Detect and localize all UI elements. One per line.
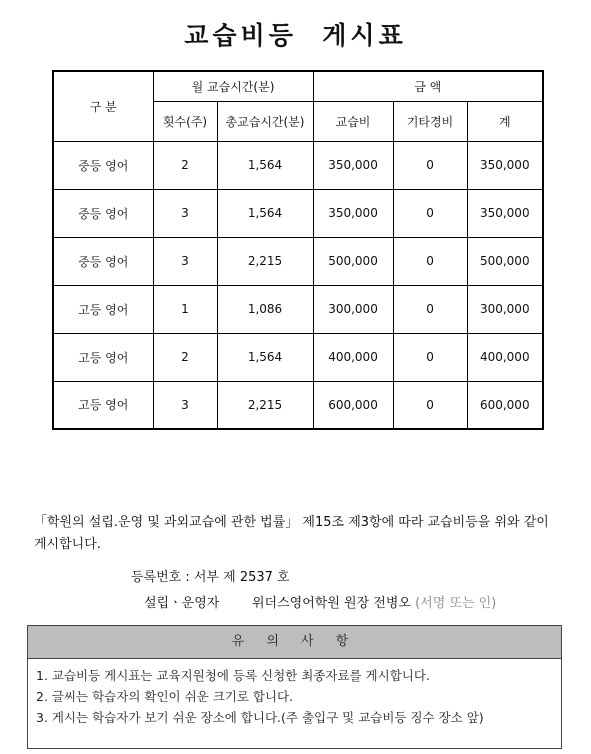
notice-heading: 유 의 사 항 [28, 626, 561, 659]
cell-sum: 350,000 [467, 189, 543, 237]
cell-total-time: 1,564 [217, 333, 313, 381]
table-row [53, 141, 543, 189]
cell-total-time: 1,564 [217, 189, 313, 237]
cell-sum: 600,000 [467, 381, 543, 429]
cell-category: 중등 영어 [53, 141, 153, 189]
cell-count: 3 [153, 189, 217, 237]
cell-tuition: 400,000 [313, 333, 393, 381]
header-amount: 금 액 [313, 71, 543, 101]
cell-total-time: 2,215 [217, 381, 313, 429]
cell-tuition: 350,000 [313, 189, 393, 237]
notice-item: 1. 교습비등 게시표는 교육지원청에 등록 신청한 최종자료를 게시합니다. [36, 668, 430, 683]
cell-sum: 400,000 [467, 333, 543, 381]
subheader-count: 횟수(주) [153, 101, 217, 141]
header-monthly-time: 월 교습시간(분) [153, 71, 313, 101]
table-row [53, 381, 543, 429]
cell-tuition: 350,000 [313, 141, 393, 189]
subheader-sum: 계 [467, 101, 543, 141]
page-title: 교습비등 게시표 [184, 21, 407, 50]
cell-count: 3 [153, 237, 217, 285]
cell-other: 0 [393, 141, 467, 189]
cell-count: 1 [153, 285, 217, 333]
cell-other: 0 [393, 237, 467, 285]
table-row [53, 189, 543, 237]
cell-category: 고등 영어 [53, 285, 153, 333]
cell-category: 중등 영어 [53, 189, 153, 237]
cell-tuition: 300,000 [313, 285, 393, 333]
table-row [53, 237, 543, 285]
cell-other: 0 [393, 285, 467, 333]
cell-other: 0 [393, 333, 467, 381]
founder-name: 위더스영어학원 원장 전병오 [252, 596, 411, 611]
founder-label: 설립ㆍ운영자 [144, 596, 220, 611]
cell-other: 0 [393, 381, 467, 429]
cell-other: 0 [393, 189, 467, 237]
table-row [53, 333, 543, 381]
cell-count: 2 [153, 333, 217, 381]
cell-total-time: 1,086 [217, 285, 313, 333]
subheader-tuition: 교습비 [313, 101, 393, 141]
cell-category: 고등 영어 [53, 381, 153, 429]
cell-count: 3 [153, 381, 217, 429]
notice-item: 2. 글씨는 학습자의 확인이 쉬운 크기로 합니다. [36, 689, 294, 704]
subheader-total-time: 총교습시간(분) [217, 101, 313, 141]
cell-sum: 500,000 [467, 237, 543, 285]
header-category: 구 분 [53, 71, 153, 141]
cell-sum: 300,000 [467, 285, 543, 333]
cell-total-time: 2,215 [217, 237, 313, 285]
cell-sum: 350,000 [467, 141, 543, 189]
notice-item: 3. 게시는 학습자가 보기 쉬운 장소에 합니다.(주 출입구 및 교습비등 징수 장소 앞) [36, 710, 484, 725]
subheader-other: 기타경비 [393, 101, 467, 141]
signature-hint: (서명 또는 인) [415, 596, 497, 611]
fee-table [52, 70, 544, 430]
cell-tuition: 600,000 [313, 381, 393, 429]
cell-count: 2 [153, 141, 217, 189]
cell-tuition: 500,000 [313, 237, 393, 285]
cell-category: 고등 영어 [53, 333, 153, 381]
founder-line [252, 592, 496, 611]
cell-category: 중등 영어 [53, 237, 153, 285]
law-statement: 「학원의 설립.운영 및 과외교습에 관한 법률」 제15조 제3항에 따라 교습비등을 위와 같이 게시합니다. [34, 515, 549, 552]
table-row [53, 285, 543, 333]
registration-number: 등록번호 : 서부 제 2537 호 [131, 570, 290, 585]
notice-box [27, 625, 562, 749]
cell-total-time: 1,564 [217, 141, 313, 189]
notice-list [28, 659, 561, 728]
